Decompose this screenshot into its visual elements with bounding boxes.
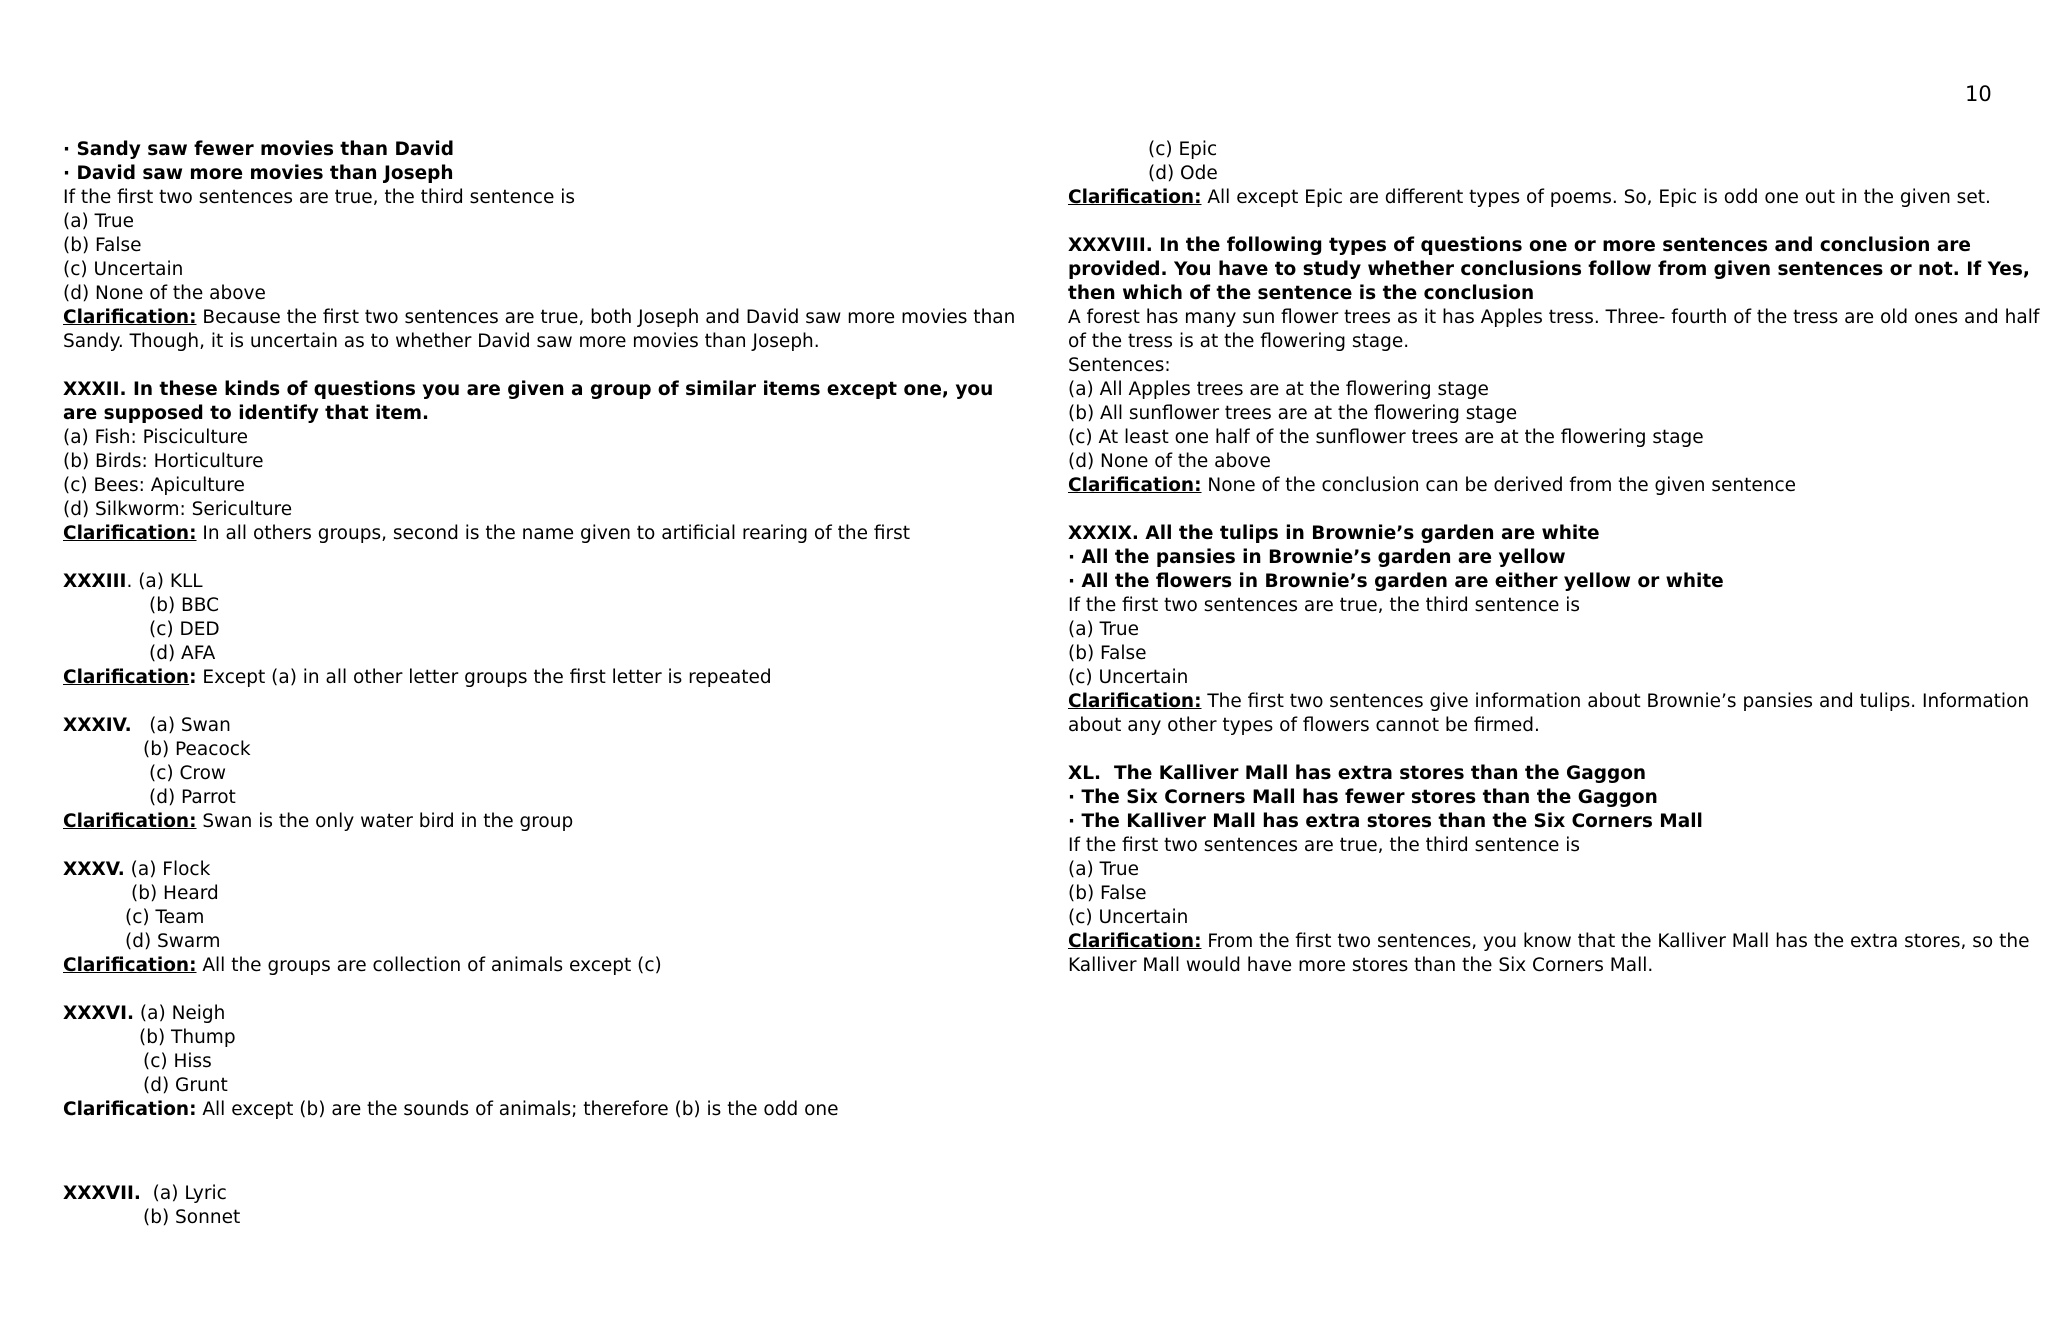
question-text: If the first two sentences are true, the third sentence is [1068, 835, 1580, 856]
option: (d) None of the above [63, 283, 266, 304]
option: (b) False [1068, 883, 1147, 904]
clarification-label: Clarification: [1068, 475, 1202, 496]
question-heading: then which of the sentence is the conclusion [1068, 283, 1535, 304]
clarification-label: Clarification: [1068, 187, 1202, 208]
option: (c) Uncertain [1068, 907, 1189, 928]
option: (c) Crow [149, 763, 227, 784]
premise: · All the flowers in Brownie’s garden are either yellow or white [1068, 571, 1724, 592]
premise: · David saw more movies than Joseph [63, 163, 454, 184]
clarification: Clarification: All except (b) are the sounds of animals; therefore (b) is the odd one [63, 1099, 839, 1120]
clarification-label: Clarification: [1068, 931, 1202, 952]
question-heading: XXXVIII. In the following types of questions one or more sentences and conclusion are [1068, 235, 1971, 256]
option: (b) False [63, 235, 142, 256]
clarification: Clarification: The first two sentences give information about Brownie’s pansies and tulips. Information [1068, 691, 2030, 712]
question-text: If the first two sentences are true, the third sentence is [1068, 595, 1580, 616]
clarification: Clarification: In all others groups, second is the name given to artificial rearing of the first [63, 523, 911, 544]
clarification-cont: Kalliver Mall would have more stores than the Six Corners Mall. [1068, 955, 1654, 976]
question-heading: XXXIX. All the tulips in Brownie’s garden are white [1068, 523, 1600, 544]
option: (d) Grunt [143, 1075, 228, 1096]
clarification-label: Clarification [63, 667, 190, 688]
clarification-cont: about any other types of flowers cannot be firmed. [1068, 715, 1540, 736]
page-number: 10 [1965, 82, 1992, 106]
option: (c) Team [125, 907, 205, 928]
clarification-label: Clarification: [63, 955, 197, 976]
clarification: Clarification: None of the conclusion can be derived from the given sentence [1068, 475, 1797, 496]
clarification: Clarification: All the groups are collection of animals except (c) [63, 955, 662, 976]
question-heading: provided. You have to study whether conclusions follow from given sentences or not. If Yes, [1068, 259, 2030, 280]
option: (b) Birds: Horticulture [63, 451, 264, 472]
question-body: of the tress is at the flowering stage. [1068, 331, 1410, 352]
option: (d) Ode [1148, 163, 1218, 184]
left-column [63, 138, 1023, 1230]
premise: · All the pansies in Brownie’s garden are yellow [1068, 547, 1566, 568]
clarification-label: Clarification: [63, 307, 197, 328]
option: (d) AFA [149, 643, 216, 664]
premise: · Sandy saw fewer movies than David [63, 139, 454, 160]
option: (b) All sunflower trees are at the flowering stage [1068, 403, 1518, 424]
clarification-label: Clarification: [1068, 691, 1202, 712]
clarification-label: Clarification: [63, 811, 197, 832]
question-heading: XXXVII. (a) Lyric [63, 1183, 227, 1204]
clarification: Clarification: From the first two sentences, you know that the Kalliver Mall has the extra stores, so the [1068, 931, 2030, 952]
right-column [1068, 138, 2040, 978]
option: (b) Peacock [143, 739, 251, 760]
option: (b) False [1068, 643, 1147, 664]
premise: · The Kalliver Mall has extra stores than the Six Corners Mall [1068, 811, 1703, 832]
sentences-label: Sentences: [1068, 355, 1171, 376]
option: (b) Thump [139, 1027, 236, 1048]
option: (a) All Apples trees are at the flowering stage [1068, 379, 1489, 400]
question-heading: XXXIII. (a) KLL [63, 571, 203, 592]
option: (d) Swarm [125, 931, 221, 952]
option: (a) True [1068, 859, 1139, 880]
option: (b) BBC [149, 595, 220, 616]
option: (c) Epic [1148, 139, 1218, 160]
clarification: Clarification: Swan is the only water bird in the group [63, 811, 574, 832]
option: (b) Sonnet [143, 1207, 241, 1228]
clarification-label: Clarification: [63, 523, 197, 544]
clarification: Clarification: All except Epic are different types of poems. So, Epic is odd one out in the given set. [1068, 187, 1991, 208]
option: (d) Parrot [149, 787, 236, 808]
option: (c) Uncertain [63, 259, 184, 280]
option: (c) DED [149, 619, 220, 640]
option: (c) Bees: Apiculture [63, 475, 245, 496]
option: (b) Heard [131, 883, 219, 904]
premise: · The Six Corners Mall has fewer stores than the Gaggon [1068, 787, 1658, 808]
question-body: A forest has many sun flower trees as it has Apples tress. Three- fourth of the tress are old ones and half [1068, 307, 2040, 328]
question-heading: XXXVI. (a) Neigh [63, 1003, 226, 1024]
option: (a) True [1068, 619, 1139, 640]
question-heading: XXXIV. (a) Swan [63, 715, 231, 736]
option: (d) Silkworm: Sericulture [63, 499, 293, 520]
clarification-label: Clarification: [63, 1099, 197, 1120]
option: (c) Uncertain [1068, 667, 1189, 688]
clarification: Clarification: Except (a) in all other letter groups the first letter is repeated [63, 667, 772, 688]
question-text: If the first two sentences are true, the third sentence is [63, 187, 575, 208]
question-heading: XL. The Kalliver Mall has extra stores than the Gaggon [1068, 763, 1647, 784]
option: (a) True [63, 211, 134, 232]
option: (d) None of the above [1068, 451, 1271, 472]
clarification: Clarification: Because the first two sentences are true, both Joseph and David saw more movies than [63, 307, 1016, 328]
option: (c) At least one half of the sunflower trees are at the flowering stage [1068, 427, 1704, 448]
question-heading: XXXII. In these kinds of questions you are given a group of similar items except one, you are supposed to identify that item. [63, 379, 994, 424]
option: (c) Hiss [143, 1051, 212, 1072]
clarification-cont: Sandy. Though, it is uncertain as to whether David saw more movies than Joseph. [63, 331, 820, 352]
question-heading: XXXV. (a) Flock [63, 859, 211, 880]
option: (a) Fish: Pisciculture [63, 427, 248, 448]
